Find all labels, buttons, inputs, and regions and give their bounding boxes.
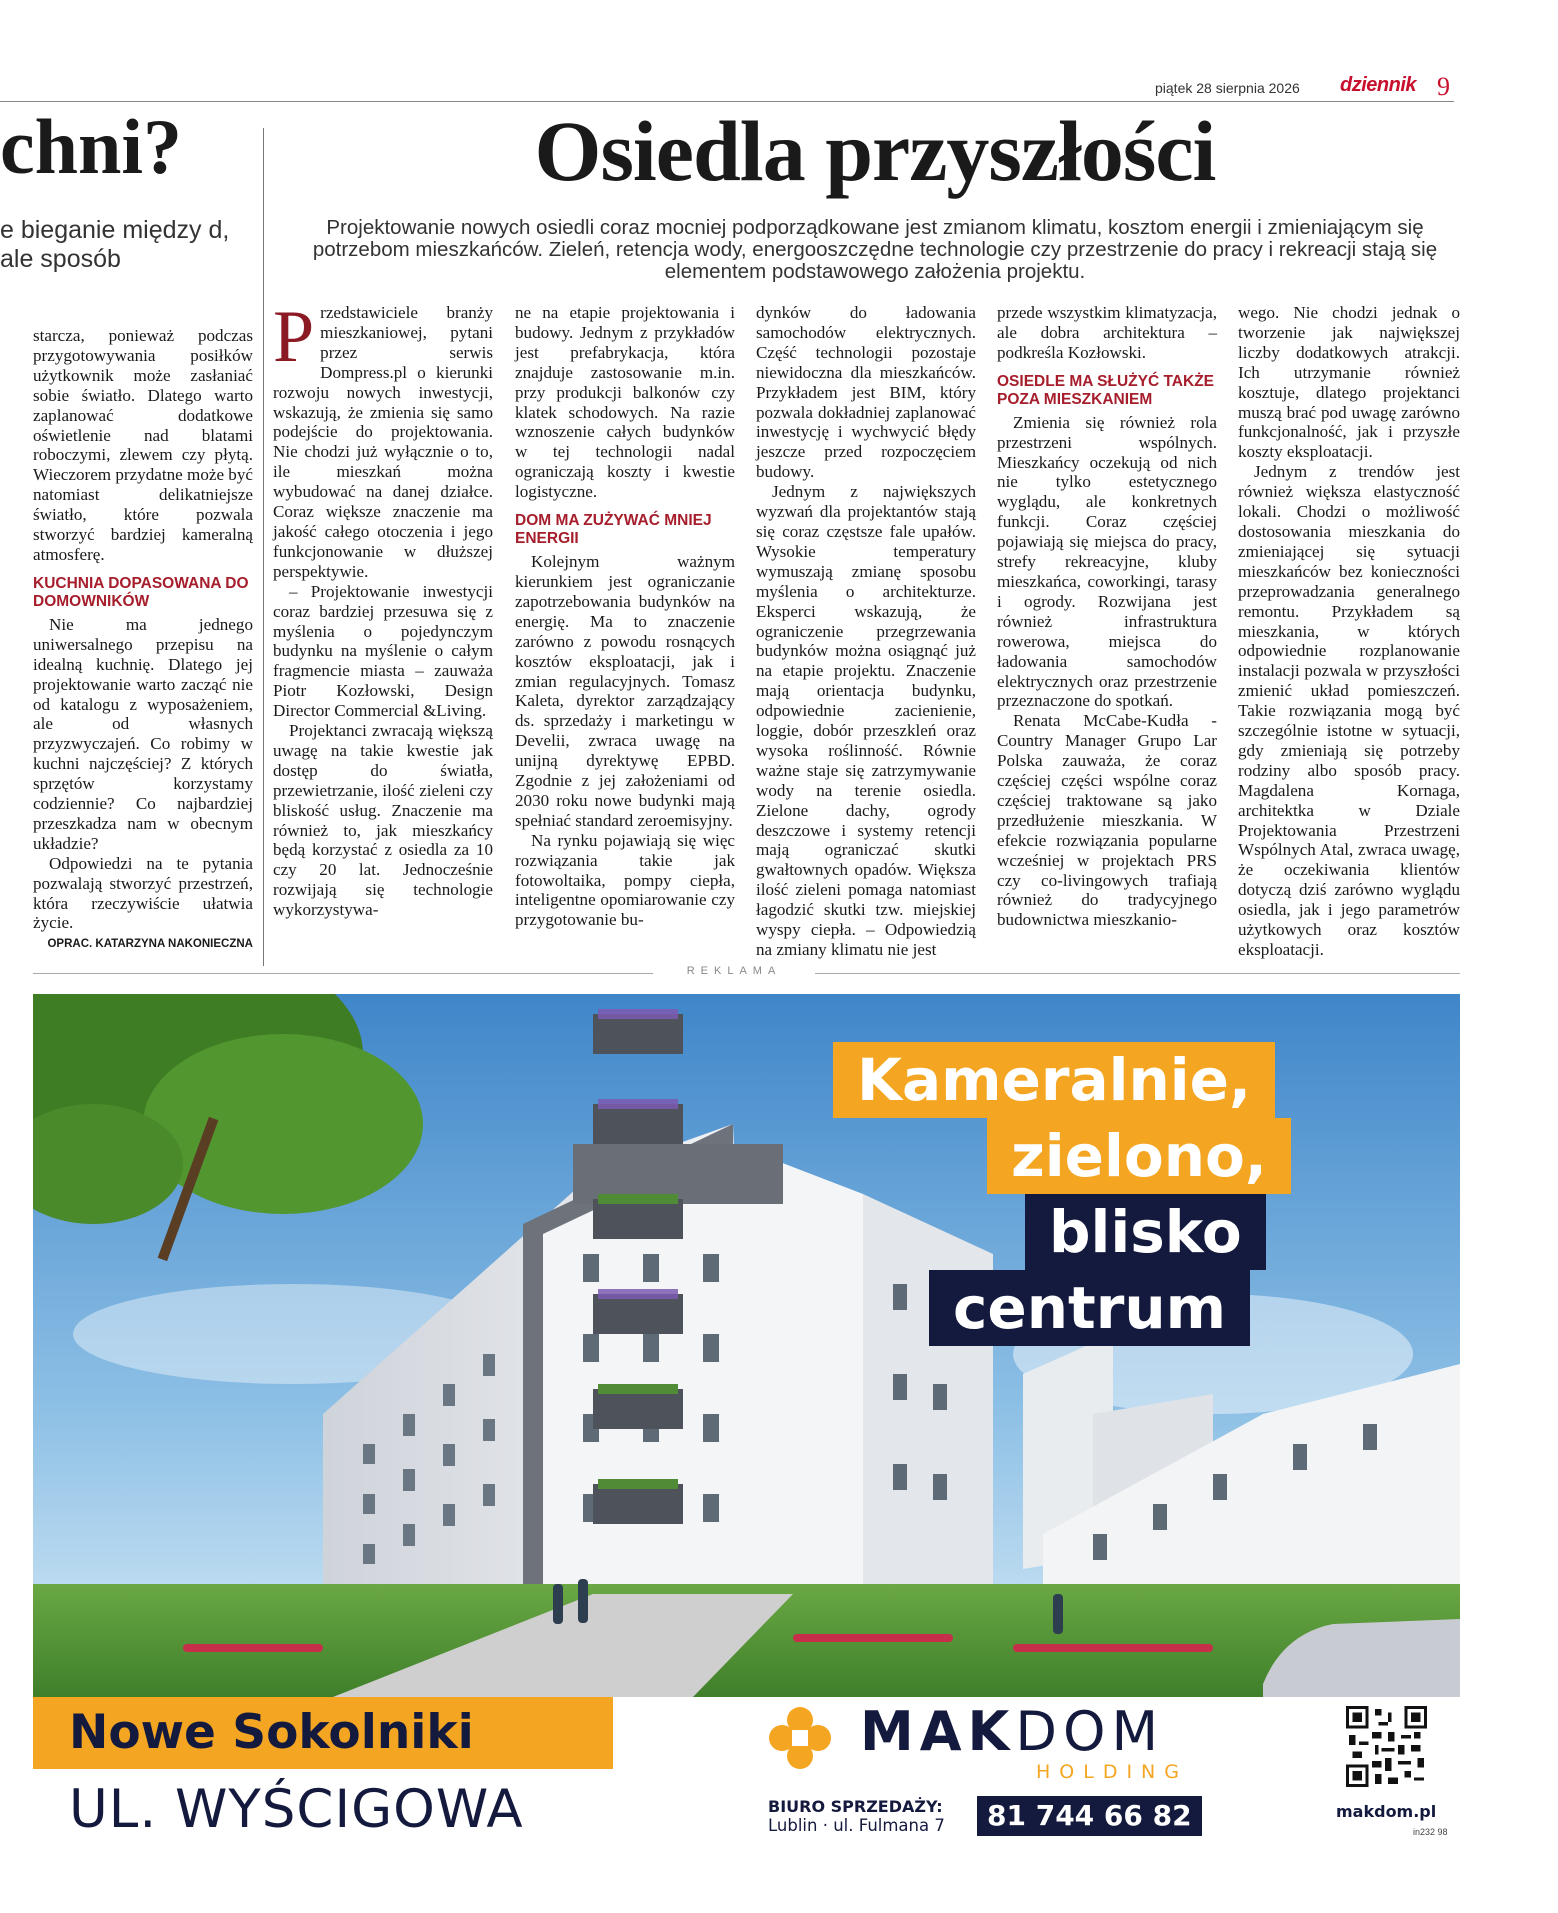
paragraph: Renata McCabe-Kudła - Country Manager Grupo Lar Polska zauważa, że coraz częściej części wspólne coraz częściej traktowane są jako przedłużenie mieszkania. W efekcie rozwiązania popularne wcześniej w projektach PRS czy co-livingowych trafiają również do tradycyjnego budownictwa mieszkanio- xyxy=(997,711,1217,930)
prev-article-subhead: KUCHNIA DOPASOWANA DO DOMOWNIKÓW xyxy=(33,574,249,610)
ad-headline-line: zielono, xyxy=(987,1118,1291,1194)
sales-office-label: BIURO SPRZEDAŻY: xyxy=(768,1797,943,1816)
qr-code-icon[interactable] xyxy=(1346,1706,1427,1787)
page-number: 9 xyxy=(1437,72,1450,101)
ad-headline-line: centrum xyxy=(929,1270,1250,1346)
paragraph: Projektanci zwracają większą uwagę na takie kwestie jak dostęp do światła, przewietrzanie, ilość zieleni czy bliskość usług. Znaczenie ma również to, jak mieszkańcy będą korzystać z osiedla za 10 czy 20 lat. Jednocześnie rozwijają się technologie wykorzystywa- xyxy=(273,721,493,920)
paragraph: dynków do ładowania samochodów elektrycznych. Część technologii pozostaje niewidoczna dla mieszkańców. Przykładem jest BIM, który pozwala dokładniej zaplanować inwestycję i wychwycić błędy jeszcze przed rozpoczęciem budowy. xyxy=(756,303,976,482)
prev-article-lead: e bieganie między d, ale sposób xyxy=(0,216,230,273)
header-rule xyxy=(0,101,1454,102)
column-divider xyxy=(263,128,264,966)
paragraph: Przedstawiciele branży mieszkaniowej, pytani przez serwis Dompress.pl o kierunki rozwoju nowych inwestycji, wskazują, że zmienia się samo podejście do projektowania. Nie chodzi już wyłącznie o to, ile mieszkań można wybudować na danej działce. Coraz większe znaczenie ma jakość całego otoczenia i jego funkcjonowanie w dłuższej perspektywie. xyxy=(273,296,493,581)
brand-name: MAKDOM xyxy=(860,1700,1165,1763)
article-lead: Projektowanie nowych osiedli coraz mocniej podporządkowane jest zmianom klimatu, kosztom energii i zmieniającym się potrzebom mieszkańców. Zieleń, retencja wody, energooszczędne technologie czy przestrzenie do pracy i rekreacji stają się elementem podstawowego założenia projektu. xyxy=(312,216,1438,283)
article-title: Osiedla przyszłości xyxy=(534,103,1216,199)
project-name: Nowe Sokolniki xyxy=(69,1705,474,1760)
project-street: UL. WYŚCIGOWA xyxy=(69,1779,524,1840)
phone-number[interactable]: 81 744 66 82 xyxy=(977,1796,1202,1836)
author-credit: OPRAC. KATARZYNA NAKONIECZNA xyxy=(47,938,253,951)
brand-subtitle: HOLDING xyxy=(1036,1761,1188,1783)
paragraph: ne na etapie projektowania i budowy. Jednym z przykładów jest prefabrykacja, która znajduje zastosowanie m.in. przy produkcji balkonów czy klatek schodowych. Na razie wznoszenie całych budynków w tej technologii nadal ograniczają koszty i kwestie logistyczne. xyxy=(515,303,735,502)
paragraph: przede wszystkim klimatyzacja, ale dobra architektura – podkreśla Kozłowski. xyxy=(997,303,1217,362)
article-column-5 xyxy=(1238,303,1460,960)
prev-article-title: chni? xyxy=(0,103,183,190)
newspaper-logo: dziennik xyxy=(1340,74,1417,96)
paragraph: Jednym z największych wyzwań dla projektantów stają się coraz częstsze fale upałów. Wysokie temperatury wymuszają zmianę sposobu myślenia o architekturze. Eksperci wskazują, że ograniczenie przegrzewania budynków można osiągnąć już na etapie projektu. Znaczenie mają orientacja budynku, odpowiednie zacienienie, loggie, dobór przeszkleń oraz wysoka roślinność. Równie ważne staje się zatrzymywanie wody na terenie osiedla. Zielone dachy, ogrody deszczowe i systemy retencji mają ograniczać skutki gwałtownych opadów. Większa ilość zieleni pomaga natomiast łagodzić skutki tzw. miejskiej wyspy ciepła. – Odpowiedzią na zmiany klimatu nie jest xyxy=(756,482,976,959)
paragraph: Kolejnym ważnym kierunkiem jest ograniczanie zapotrzebowania budynków na energię. Ma to znaczenie zarówno z powodu rosnących kosztów eksploatacji, jak i zmian regulacyjnych. Tomasz Kaleta, dyrektor zarządzający ds. sprzedaży i marketingu w Develii, zwraca uwagę na unijną dyrektywę EPBD. Zgodnie z jej założeniami od 2030 roku nowe budynki mają spełniać standard zeroemisyjny. xyxy=(515,552,735,830)
article-subhead: OSIEDLE MA SŁUŻYĆ TAKŻE POZA MIESZKANIEM xyxy=(997,372,1214,408)
ad-code: in232 98 xyxy=(1413,1827,1448,1837)
paragraph: wego. Nie chodzi jednak o tworzenie jak największej liczby dodatkowych atrakcji. Ich utrzymanie również kosztuje, dlatego projektanci muszą brać pod uwagę zarówno funkcjonalność, jak i przyszłe koszty eksploatacji. xyxy=(1238,303,1460,462)
dropcap: P xyxy=(273,296,315,378)
ad-label: REKLAMA xyxy=(686,965,782,977)
paragraph: Odpowiedzi na te pytania pozwalają stworzyć przestrzeń, która rzeczywiście ułatwia życie. xyxy=(33,853,253,933)
sales-office-address: Lublin · ul. Fulmana 7 xyxy=(768,1816,945,1835)
issue-date: piątek 28 sierpnia 2026 xyxy=(1155,80,1300,96)
paragraph: starcza, ponieważ podczas przygotowywania posiłków użytkownik może zasłaniać sobie światło. Dlatego warto zaplanować dodatkowe oświetlenie nad blatami roboczymi, zlewem czy płytą. Wieczorem przydatne może być natomiast delikatniejsze światło, które pozwala stworzyć bardziej kameralną atmosferę. xyxy=(33,326,253,564)
website-link[interactable]: makdom.pl xyxy=(1336,1802,1437,1821)
ad-separator xyxy=(815,973,1460,974)
advertisement[interactable] xyxy=(33,994,1460,1846)
paragraph: Nie ma jednego uniwersalnego przepisu na idealną kuchnię. Dlatego jej projektowanie warto zacząć nie od katalogu z wyposażeniem, ale od własnych przyzwyczajeń. Co robimy w kuchni najczęściej? Z których sprzętów korzystamy codziennie? Co najbardziej przeszkadza nam w obecnym układzie? xyxy=(33,614,253,853)
article-column-4 xyxy=(997,303,1217,930)
article-column-3 xyxy=(756,303,976,960)
paragraph: – Projektowanie inwestycji coraz bardziej przesuwa się z myślenia o pojedynczym budynku na myślenie o całym fragmencie miasta – zauważa Piotr Kozłowski, Design Director Commercial &Living. xyxy=(273,581,493,721)
ad-headline-line: blisko xyxy=(1025,1194,1266,1270)
makdom-logo-icon xyxy=(768,1706,832,1770)
ad-separator xyxy=(33,973,653,974)
article-subhead: DOM MA ZUŻYWAĆ MNIEJ ENERGII xyxy=(515,512,712,548)
paragraph: Zmienia się również rola przestrzeni wspólnych. Mieszkańcy oczekują od nich nie tylko estetycznego wyglądu, ale konkretnych funkcji. Coraz częściej pojawiają się miejsca do pracy, strefy rekreacyjne, kluby mieszkańca, coworkingi, tarasy i ogrody. Rozwijana jest również infrastruktura rowerowa, miejsca do ładowania samochodów elektrycznych oraz przestrzenie przeznaczone do spotkań. xyxy=(997,412,1217,711)
paragraph: Na rynku pojawiają się więc rozwiązania takie jak fotowoltaika, pompy ciepła, inteligentne opomiarowanie czy przygotowanie bu- xyxy=(515,830,735,930)
ad-headline-line: Kameralnie, xyxy=(833,1042,1275,1118)
article-column-1 xyxy=(273,296,493,920)
prev-article-column xyxy=(33,326,253,955)
article-column-2 xyxy=(515,303,735,930)
paragraph: Jednym z trendów jest również większa elastyczność lokali. Chodzi o możliwość dostosowania mieszkania do zmieniającej się sytuacji mieszkańców bez konieczności przeprowadzania generalnego remontu. Przykładem są mieszkania, w których odpowiednie rozplanowanie instalacji pozwala w przyszłości zmienić układ pomieszczeń. Takie rozwiązania mogą być szczególnie istotne w sytuacji, gdy zmieniają się potrzeby rodziny albo sposób pracy. Magdalena Kornaga, architektka w Dziale Projektowania Przestrzeni Wspólnych Atal, zwraca uwagę, że oczekiwania klientów dotyczą dziś zarówno wyglądu osiedla, jak i jego parametrów użytkowych oraz kosztów eksploatacji. xyxy=(1238,462,1460,959)
